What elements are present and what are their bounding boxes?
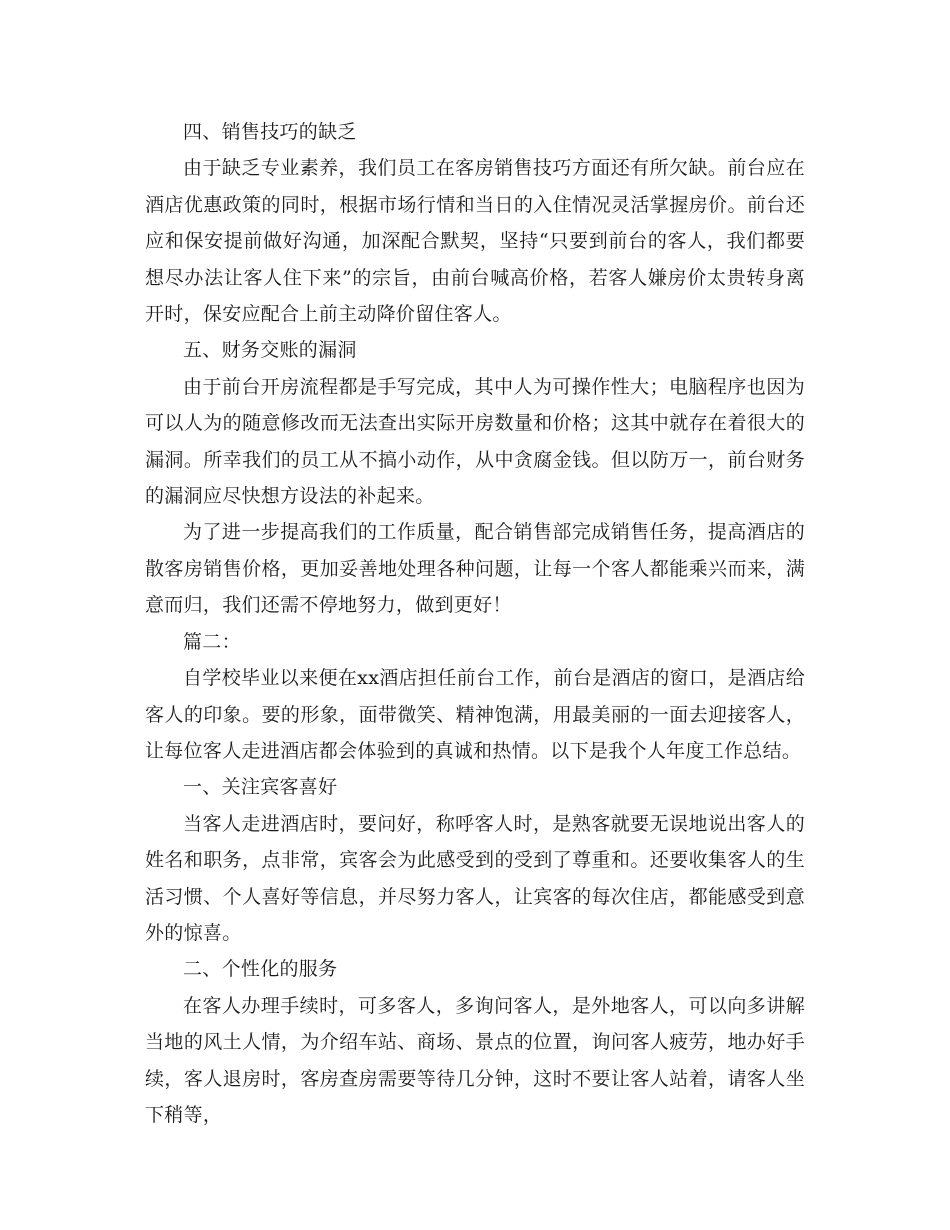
body-paragraph: 由于前台开房流程都是手写完成，其中人为可操作性大；电脑程序也因为可以人为的随意修改而无法查出实际开房数量和价格；这其中就存在着很大的漏洞。所幸我们的员工从不搞小动作，从中贪腐金钱。但以防万一，前台财务的漏洞应尽快想方设法的补起来。 bbox=[145, 375, 805, 508]
section-heading-personalized-service: 二、个性化的服务 bbox=[183, 958, 338, 981]
body-paragraph: 当客人走进酒店时，要问好，称呼客人时，是熟客就要无误地说出客人的姓名和职务，点非常，宾客会为此感受到的受到了尊重和。还要收集客人的生活习惯、个人喜好等信息，并尽努力客人，让宾客的每次住店，都能感受到意外的惊喜。 bbox=[145, 812, 805, 944]
body-paragraph: 为了进一步提高我们的工作质量，配合销售部完成销售任务，提高酒店的散客房销售价格，更加妥善地处理各种问题，让每一个客人都能乘兴而来，满意而归，我们还需不停地努力，做到更好！ bbox=[145, 521, 805, 617]
section-heading-sales-skills: 四、销售技巧的缺乏 bbox=[183, 121, 357, 143]
body-paragraph: 在客人办理手续时，可多客人，多询问客人，是外地客人，可以向多讲解当地的风土人情，为介绍车站、商场、景点的位置，询问客人疲劳，地办好手续，客人退房时，客房查房需要等待几分钟，这时不要让客人站着，请客人坐下稍等， bbox=[145, 994, 805, 1126]
section-heading-guest-preferences: 一、关注宾客喜好 bbox=[183, 776, 338, 799]
section-heading-finance-loophole: 五、财务交账的漏洞 bbox=[183, 339, 357, 362]
part-heading: 篇二： bbox=[183, 630, 241, 653]
body-paragraph: 由于缺乏专业素养，我们员工在客房销售技巧方面还有所欠缺。前台应在酒店优惠政策的同时，根据市场行情和当日的入住情况灵活掌握房价。前台还应和保安提前做好沟通，加深配合默契，坚持“只要到前台的客人，我们都要想尽办法让客人住下来”的宗旨，由前台喊高价格，若客人嫌房价太贵转身离开时，保安应配合上前主动降价留住客人。 bbox=[145, 157, 805, 326]
body-paragraph: 自学校毕业以来便在xx酒店担任前台工作，前台是酒店的窗口，是酒店给客人的印象。要的形象，面带微笑、精神饱满，用最美丽的一面去迎接客人，让每位客人走进酒店都会体验到的真诚和热情。以下是我个人年度工作总结。 bbox=[145, 667, 805, 762]
document-body bbox=[145, 114, 805, 1133]
